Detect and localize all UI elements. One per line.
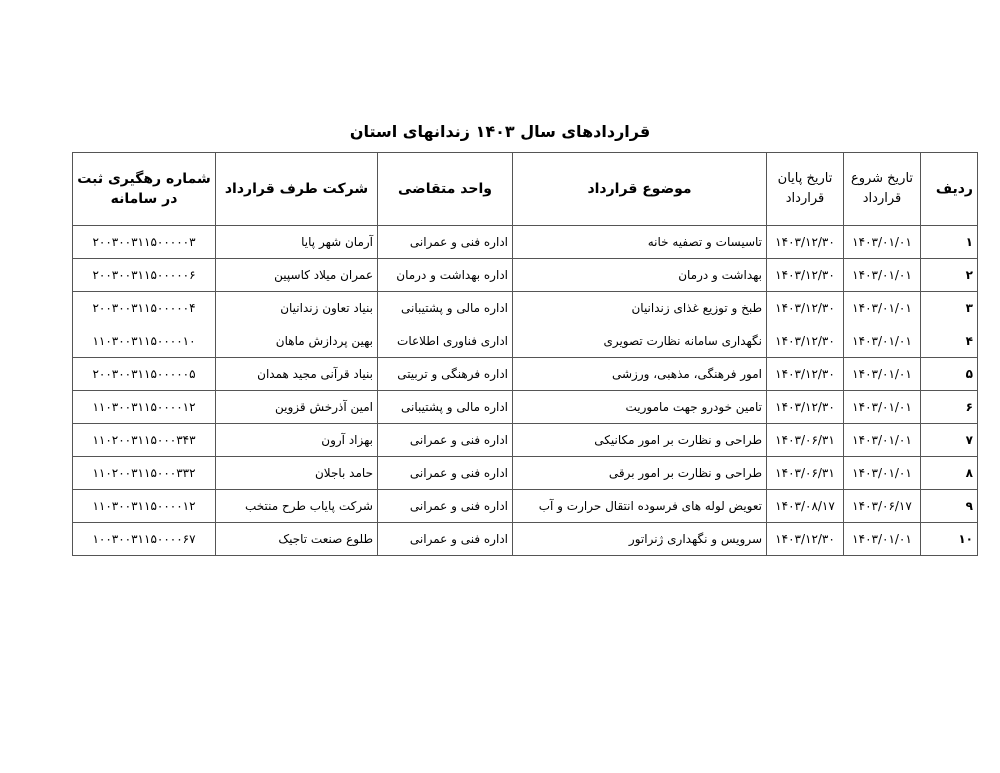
row-number: ۱ xyxy=(921,226,978,259)
row-number: ۸ xyxy=(921,457,978,490)
requesting-unit: اداره فنی و عمرانی xyxy=(378,424,513,457)
requesting-unit: اداری فناوری اطلاعات xyxy=(378,325,513,358)
contractor-company: طلوع صنعت تاجیک xyxy=(216,523,378,556)
requesting-unit: اداره بهداشت و درمان xyxy=(378,259,513,292)
end-date: ۱۴۰۳/۱۲/۳۰ xyxy=(767,292,844,325)
contractor-company: عمران میلاد کاسپین xyxy=(216,259,378,292)
table-row xyxy=(73,292,978,325)
table-row xyxy=(73,325,978,358)
end-date: ۱۴۰۳/۱۲/۳۰ xyxy=(767,358,844,391)
tracking-number: ۱۱۰۲۰۰۳۱۱۵۰۰۰۳۴۳ xyxy=(73,424,216,457)
row-number: ۶ xyxy=(921,391,978,424)
table-row xyxy=(73,358,978,391)
table-header-row xyxy=(73,153,978,226)
row-number: ۳ xyxy=(921,292,978,325)
contract-subject: امور فرهنگی، مذهبی، ورزشی xyxy=(513,358,767,391)
header-end-date: تاریخ پایان قرارداد xyxy=(767,153,844,226)
start-date: ۱۴۰۳/۰۱/۰۱ xyxy=(844,391,921,424)
start-date: ۱۴۰۳/۰۱/۰۱ xyxy=(844,424,921,457)
table-row xyxy=(73,523,978,556)
requesting-unit: اداره فنی و عمرانی xyxy=(378,457,513,490)
tracking-number: ۲۰۰۳۰۰۳۱۱۵۰۰۰۰۰۶ xyxy=(73,259,216,292)
tracking-number: ۲۰۰۳۰۰۳۱۱۵۰۰۰۰۰۳ xyxy=(73,226,216,259)
contractor-company: امین آذرخش قزوین xyxy=(216,391,378,424)
contractor-company: بهین پردازش ماهان xyxy=(216,325,378,358)
requesting-unit: اداره فنی و عمرانی xyxy=(378,490,513,523)
row-number: ۷ xyxy=(921,424,978,457)
tracking-number: ۱۱۰۳۰۰۳۱۱۵۰۰۰۰۱۰ xyxy=(73,325,216,358)
header-row-number: ردیف xyxy=(921,153,978,226)
contractor-company: بنیاد تعاون زندانیان xyxy=(216,292,378,325)
contract-subject: طبخ و توزیع غذای زندانیان xyxy=(513,292,767,325)
start-date: ۱۴۰۳/۰۱/۰۱ xyxy=(844,523,921,556)
start-date: ۱۴۰۳/۰۶/۱۷ xyxy=(844,490,921,523)
requesting-unit: اداره فرهنگی و تربیتی xyxy=(378,358,513,391)
contract-subject: تعویض لوله های فرسوده انتقال حرارت و آب xyxy=(513,490,767,523)
header-unit: واحد متقاضی xyxy=(378,153,513,226)
table-row xyxy=(73,259,978,292)
contractor-company: آرمان شهر پایا xyxy=(216,226,378,259)
header-subject: موضوع قرارداد xyxy=(513,153,767,226)
end-date: ۱۴۰۳/۰۶/۳۱ xyxy=(767,457,844,490)
tracking-number: ۲۰۰۳۰۰۳۱۱۵۰۰۰۰۰۵ xyxy=(73,358,216,391)
contractor-company: شرکت پایاب طرح منتخب xyxy=(216,490,378,523)
contract-subject: طراحی و نظارت بر امور برقی xyxy=(513,457,767,490)
requesting-unit: اداره مالی و پشتیبانی xyxy=(378,292,513,325)
page-title: قراردادهای سال ۱۴۰۳ زندانهای استان xyxy=(349,122,651,141)
tracking-number: ۲۰۰۳۰۰۳۱۱۵۰۰۰۰۰۴ xyxy=(73,292,216,325)
contract-subject: تاسیسات و تصفیه خانه xyxy=(513,226,767,259)
contracts-table xyxy=(72,152,978,556)
tracking-number: ۱۱۰۳۰۰۳۱۱۵۰۰۰۰۱۲ xyxy=(73,391,216,424)
end-date: ۱۴۰۳/۱۲/۳۰ xyxy=(767,325,844,358)
table-row xyxy=(73,424,978,457)
requesting-unit: اداره مالی و پشتیبانی xyxy=(378,391,513,424)
row-number: ۹ xyxy=(921,490,978,523)
row-number: ۴ xyxy=(921,325,978,358)
start-date: ۱۴۰۳/۰۱/۰۱ xyxy=(844,259,921,292)
tracking-number: ۱۱۰۲۰۰۳۱۱۵۰۰۰۳۳۲ xyxy=(73,457,216,490)
table-row xyxy=(73,457,978,490)
start-date: ۱۴۰۳/۰۱/۰۱ xyxy=(844,292,921,325)
header-start-date: تاریخ شروع قرارداد xyxy=(844,153,921,226)
end-date: ۱۴۰۳/۱۲/۳۰ xyxy=(767,523,844,556)
header-company: شرکت طرف قرارداد xyxy=(216,153,378,226)
table-row xyxy=(73,490,978,523)
start-date: ۱۴۰۳/۰۱/۰۱ xyxy=(844,226,921,259)
contract-subject: طراحی و نظارت بر امور مکانیکی xyxy=(513,424,767,457)
start-date: ۱۴۰۳/۰۱/۰۱ xyxy=(844,358,921,391)
end-date: ۱۴۰۳/۰۶/۳۱ xyxy=(767,424,844,457)
table-row xyxy=(73,391,978,424)
contractor-company: بهزاد آرون xyxy=(216,424,378,457)
tracking-number: ۱۰۰۳۰۰۳۱۱۵۰۰۰۰۶۷ xyxy=(73,523,216,556)
requesting-unit: اداره فنی و عمرانی xyxy=(378,523,513,556)
row-number: ۱۰ xyxy=(921,523,978,556)
contract-subject: سرویس و نگهداری ژنراتور xyxy=(513,523,767,556)
end-date: ۱۴۰۳/۱۲/۳۰ xyxy=(767,226,844,259)
contract-subject: نگهداری سامانه نظارت تصویری xyxy=(513,325,767,358)
contract-subject: تامین خودرو جهت ماموریت xyxy=(513,391,767,424)
contractor-company: بنیاد قرآنی مجید همدان xyxy=(216,358,378,391)
end-date: ۱۴۰۳/۱۲/۳۰ xyxy=(767,259,844,292)
row-number: ۲ xyxy=(921,259,978,292)
end-date: ۱۴۰۳/۱۲/۳۰ xyxy=(767,391,844,424)
requesting-unit: اداره فنی و عمرانی xyxy=(378,226,513,259)
start-date: ۱۴۰۳/۰۱/۰۱ xyxy=(844,457,921,490)
contractor-company: حامد باجلان xyxy=(216,457,378,490)
contract-subject: بهداشت و درمان xyxy=(513,259,767,292)
start-date: ۱۴۰۳/۰۱/۰۱ xyxy=(844,325,921,358)
tracking-number: ۱۱۰۳۰۰۳۱۱۵۰۰۰۰۱۲ xyxy=(73,490,216,523)
end-date: ۱۴۰۳/۰۸/۱۷ xyxy=(767,490,844,523)
table-row xyxy=(73,226,978,259)
header-tracking: شماره رهگیری ثبت در سامانه xyxy=(73,153,216,226)
row-number: ۵ xyxy=(921,358,978,391)
